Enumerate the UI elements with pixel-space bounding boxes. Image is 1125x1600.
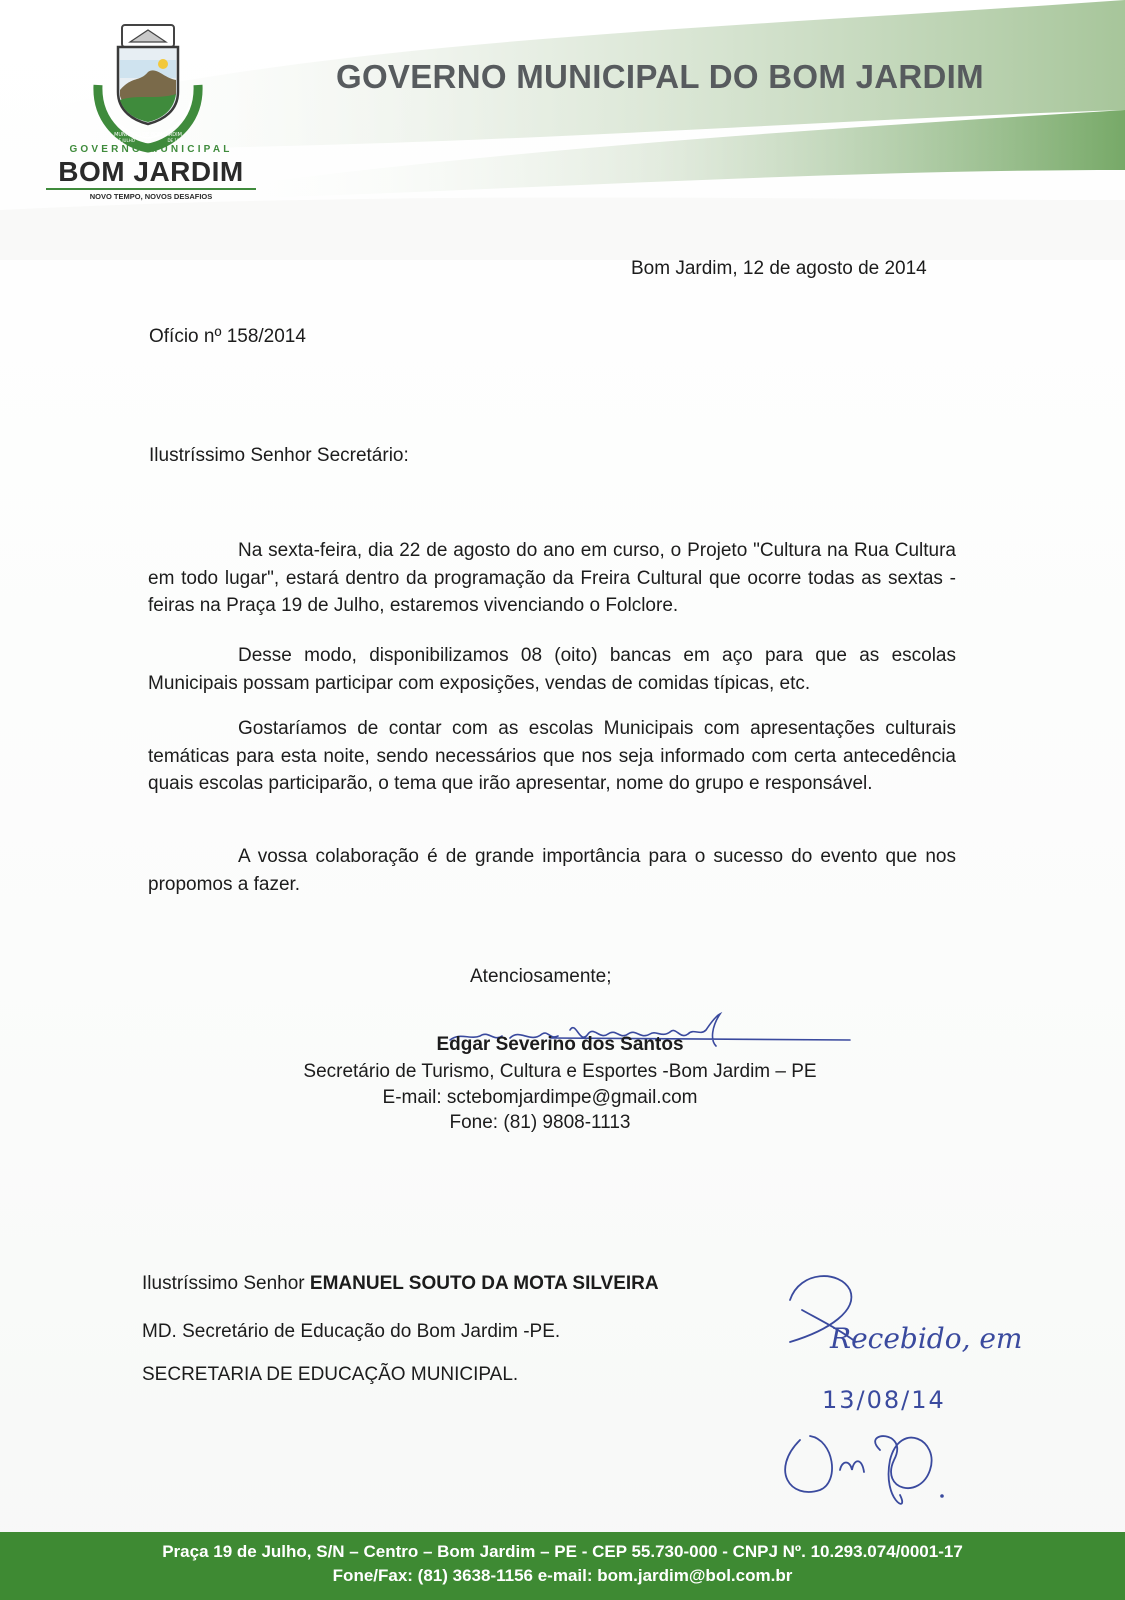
footer-contact: Fone/Fax: (81) 3638-1156 e-mail: bom.jardim@bol.com.br xyxy=(332,1566,793,1585)
signer-phone: Fone: (81) 9808-1113 xyxy=(449,1112,631,1133)
footer-address: Praça 19 de Julho, S/N – Centro – Bom Jardim – PE - CEP 55.730-000 - CNPJ Nº. 10.293.074/0001-17 xyxy=(162,1542,963,1561)
logo-date-right: DE 1871 xyxy=(167,138,185,143)
recipient-office: SECRETARIA DE EDUCAÇÃO MUNICIPAL. xyxy=(142,1364,519,1385)
footer-bar xyxy=(0,1532,1125,1600)
handwritten-receipt-note xyxy=(770,1270,1040,1520)
paragraph-4: A vossa colaboração é de grande importância para o sucesso do evento que nos propomos a fazer. xyxy=(148,846,956,895)
oficio-number: Ofício nº 158/2014 xyxy=(149,326,306,347)
municipal-logo xyxy=(40,20,262,210)
signer-email: E-mail: sctebomjardimpe@gmail.com xyxy=(382,1087,698,1108)
coat-of-arms-icon xyxy=(88,20,208,155)
signer-title: Secretário de Turismo, Cultura e Esportes -Bom Jardim – PE xyxy=(303,1061,817,1082)
recipient-line xyxy=(142,1273,659,1295)
logo-ring-text: MUNICÍPIO DE BOM JARDIM xyxy=(114,132,182,138)
logo-slogan: NOVO TEMPO, NOVOS DESAFIOS xyxy=(89,192,213,201)
salutation: Ilustríssimo Senhor Secretário: xyxy=(149,445,409,466)
logo-subtitle: GOVERNO MUNICIPAL xyxy=(69,144,233,155)
paragraph-3: Gostaríamos de contar com as escolas Municipais com apresentações culturais temáticas para esta noite, sendo necessários que nos seja informado com certa antecedência quais escolas participarão, o tema que irão apresentar, nome do grupo e responsável. xyxy=(148,718,956,794)
receipt-line-2: 13/08/14 xyxy=(822,1386,946,1414)
paragraph-1: Na sexta-feira, dia 22 de agosto do ano em curso, o Projeto "Cultura na Rua Cultura em todo lugar", estará dentro da programação da Freira Cultural que ocorre todas as sextas - feiras na Praça 19 de Julho, estaremos vivenciando o Folclore. xyxy=(148,540,956,616)
logo-date-left: 19 DE JULHO xyxy=(109,138,135,143)
recipient-name: EMANUEL SOUTO DA MOTA SILVEIRA xyxy=(309,1273,659,1294)
letter-date: Bom Jardim, 12 de agosto de 2014 xyxy=(631,258,927,279)
paragraph-2: Desse modo, disponibilizamos 08 (oito) bancas em aço para que as escolas Municipais possam participar com exposições, vendas de comidas típicas, etc. xyxy=(148,645,956,694)
receipt-line-1: Recebido, em xyxy=(830,1322,1023,1355)
signer-name: Edgar Severino dos Santos xyxy=(436,1034,684,1055)
logo-divider xyxy=(46,188,256,190)
page-title: GOVERNO MUNICIPAL DO BOM JARDIM xyxy=(336,58,984,95)
logo-name: BOM JARDIM xyxy=(58,156,244,187)
recipient-prefix: Ilustríssimo Senhor xyxy=(142,1273,310,1294)
recipient-role: MD. Secretário de Educação do Bom Jardim -PE. xyxy=(142,1321,561,1342)
closing: Atenciosamente; xyxy=(470,966,612,987)
